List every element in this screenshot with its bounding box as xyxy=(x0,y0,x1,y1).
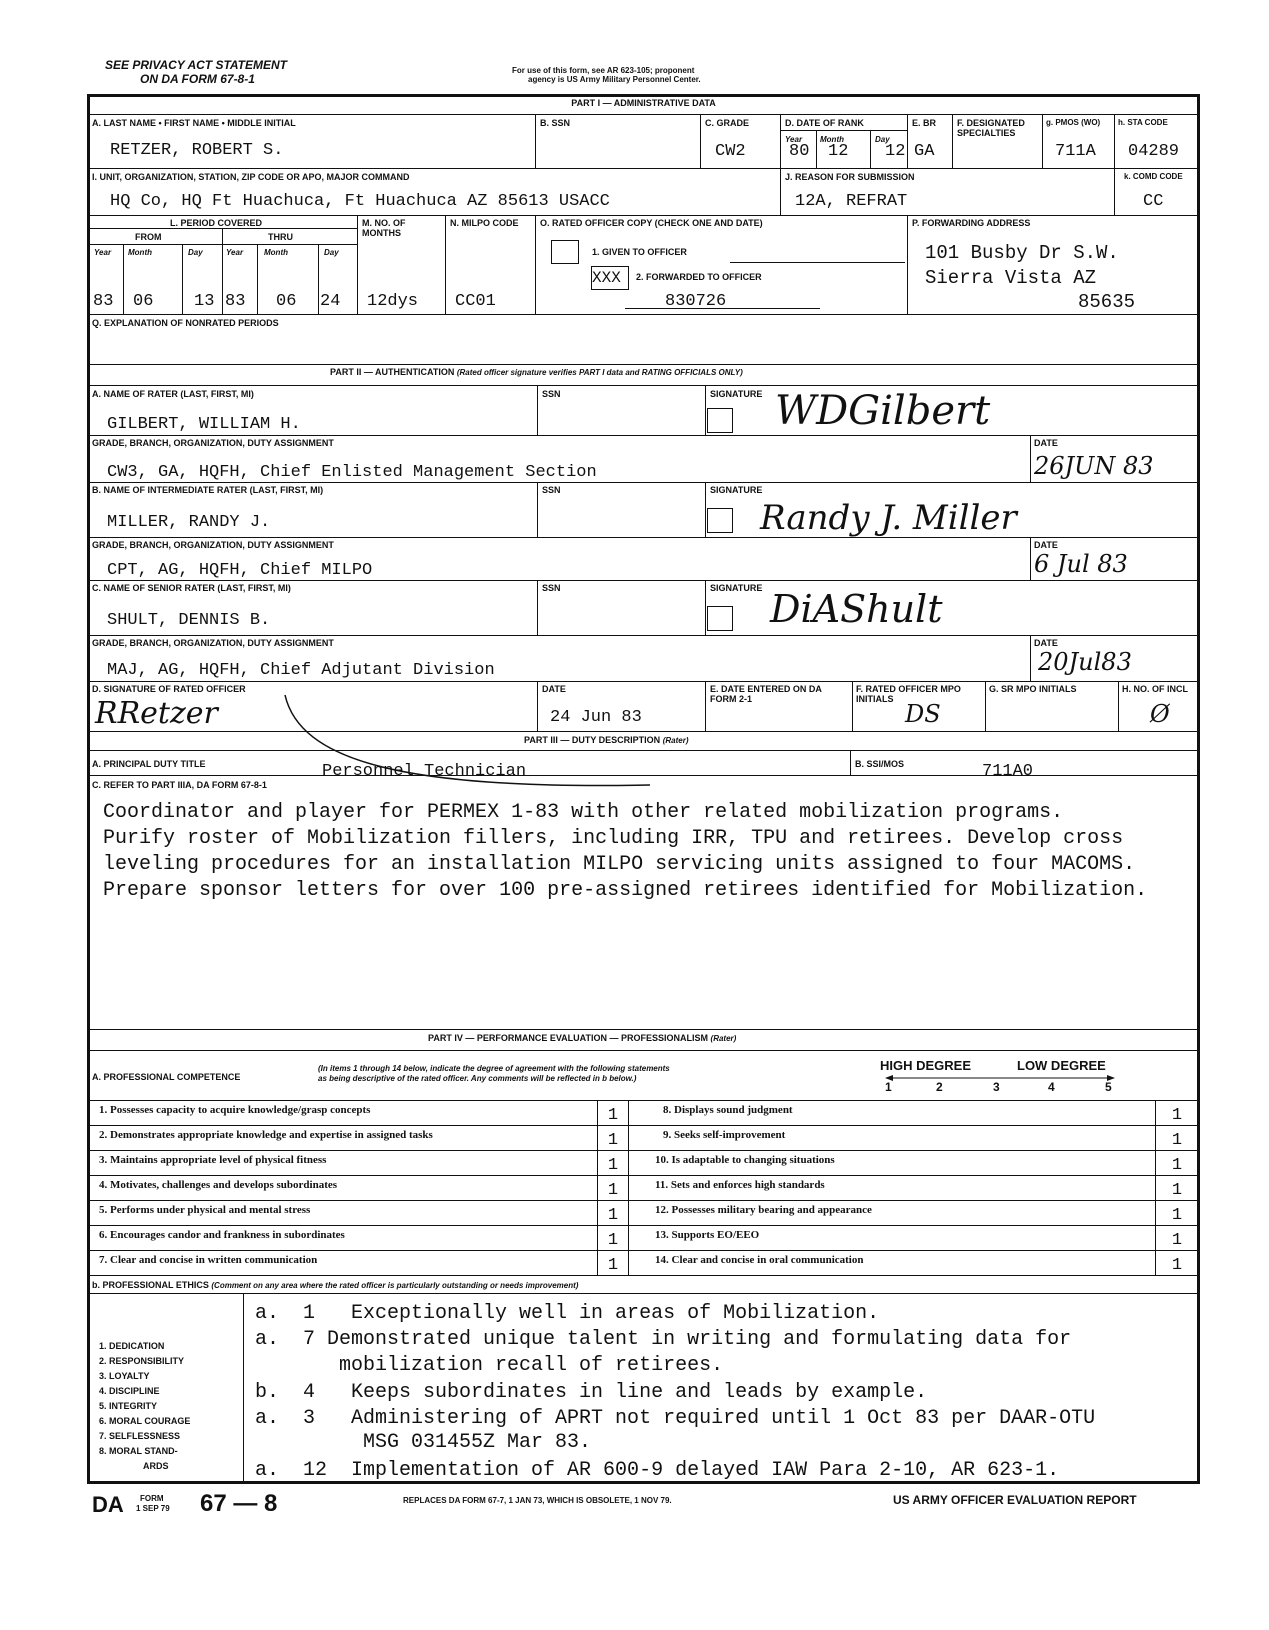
senior-duty: MAJ, AG, HQFH, Chief Adjutant Division xyxy=(107,661,495,680)
no-incl-value: Ø xyxy=(1150,700,1170,728)
given-to-officer-label: 1. GIVEN TO OFFICER xyxy=(592,247,687,257)
competence-value-8: 1 xyxy=(1171,1106,1183,1125)
milpo-value: CC01 xyxy=(455,292,496,311)
unit-value: HQ Co, HQ Ft Huachuca, Ft Huachuca AZ 85613 USACC xyxy=(110,192,610,211)
rater-date: 26JUN 83 xyxy=(1034,452,1154,480)
competence-value-3: 1 xyxy=(607,1156,619,1175)
ethics-comment-2: a. 7 Demonstrated unique talent in writing and formulating data for xyxy=(255,1328,1072,1351)
rater-ssn-label: SSN xyxy=(542,389,561,399)
competence-item-1: 1. Possesses capacity to acquire knowledge/grasp concepts xyxy=(99,1104,371,1116)
high-degree-label: HIGH DEGREE xyxy=(880,1058,972,1073)
intermediate-signature-label: SIGNATURE xyxy=(710,485,763,495)
name-label: A. LAST NAME • FIRST NAME • MIDDLE INITIAL xyxy=(92,118,296,128)
address-line1: 101 Busby Dr S.W. xyxy=(925,242,1119,264)
competence-item-4: 4. Motivates, challenges and develops subordinates xyxy=(99,1179,338,1191)
thru-label: THRU xyxy=(268,232,293,242)
competence-value-13: 1 xyxy=(1171,1231,1183,1250)
rank-day-value: 12 xyxy=(885,142,906,161)
footer-form-number: 67 — 8 xyxy=(200,1490,278,1517)
rated-officer-name: RETZER, ROBERT S. xyxy=(110,141,284,160)
from-day-value: 13 xyxy=(194,292,215,311)
rater-duty-label: GRADE, BRANCH, ORGANIZATION, DUTY ASSIGNMENT xyxy=(92,438,334,448)
pmos-label: g. PMOS (WO) xyxy=(1046,118,1101,127)
scale-4: 4 xyxy=(1048,1080,1055,1094)
rank-month-value: 12 xyxy=(828,142,849,161)
forwarded-to-officer-label: 2. FORWARDED TO OFFICER xyxy=(636,272,762,282)
mpo-initials-value: DS xyxy=(905,700,941,728)
intermediate-name-label: B. NAME OF INTERMEDIATE RATER (LAST, FIRST, MI) xyxy=(92,485,324,495)
ethics-list-8-cont: ARDS xyxy=(143,1461,169,1471)
comd-code-label: k. COMD CODE xyxy=(1124,172,1183,181)
intermediate-date-label: DATE xyxy=(1034,540,1058,550)
explanation-label: Q. EXPLANATION OF NONRATED PERIODS xyxy=(92,318,279,328)
thru-month-label: Month xyxy=(264,248,288,257)
competence-value-6: 1 xyxy=(607,1231,619,1250)
competence-note-line1: (In items 1 through 14 below, indicate the degree of agreement with the following statements xyxy=(318,1064,670,1073)
date-of-rank-label: D. DATE OF RANK xyxy=(785,118,864,128)
competence-value-7: 1 xyxy=(607,1256,619,1275)
rater-signature: WDGilbert xyxy=(775,388,991,434)
grade-value: CW2 xyxy=(715,142,746,161)
grade-label: C. GRADE xyxy=(705,118,750,128)
ethics-comment-4: b. 4 Keeps subordinates in line and leads by example. xyxy=(255,1381,928,1404)
sta-code-value: 04289 xyxy=(1128,142,1180,161)
privacy-act-line1: SEE PRIVACY ACT STATEMENT xyxy=(105,58,288,72)
mpo-initials-label: F. RATED OFFICER MPO INITIALS xyxy=(856,684,961,704)
form-use-note-line2: agency is US Army Military Personnel Center. xyxy=(528,75,701,84)
intermediate-signature: Randy J. Miller xyxy=(760,498,1017,538)
from-day-label: Day xyxy=(188,248,203,257)
ethics-list-2: 2. RESPONSIBILITY xyxy=(99,1356,185,1366)
designated-label: F. DESIGNATED SPECIALTIES xyxy=(957,118,1025,138)
ethics-comment-5: a. 3 Administering of APRT not required until 1 Oct 83 per DAAR-OTU xyxy=(255,1407,1096,1430)
part3-title: PART III — DUTY DESCRIPTION (Rater) xyxy=(524,735,689,745)
senior-ssn-label: SSN xyxy=(542,583,561,593)
thru-year-value: 83 xyxy=(225,292,246,311)
intermediate-ssn-label: SSN xyxy=(542,485,561,495)
ssi-value: 711A0 xyxy=(982,762,1034,781)
competence-item-2: 2. Demonstrates appropriate knowledge and expertise in assigned tasks xyxy=(99,1129,433,1141)
ethics-list-7: 7. SELFLESSNESS xyxy=(99,1431,181,1441)
part2-title: PART II — AUTHENTICATION (Rated officer signature verifies PART I data and RATING OFFICIALS ONLY) xyxy=(330,367,743,377)
ethics-list-3: 3. LOYALTY xyxy=(99,1371,150,1381)
ethics-label: b. PROFESSIONAL ETHICS (Comment on any area where the rated officer is particularly outstanding or needs improvement) xyxy=(92,1280,579,1290)
rank-month-label: Month xyxy=(820,135,844,144)
competence-value-1: 1 xyxy=(607,1106,619,1125)
senior-name: SHULT, DENNIS B. xyxy=(107,611,271,630)
reason-label: J. REASON FOR SUBMISSION xyxy=(785,172,915,182)
address-line3: 85635 xyxy=(1078,291,1136,313)
rank-year-value: 80 xyxy=(789,142,810,161)
ethics-comment-3: mobilization recall of retirees. xyxy=(255,1354,724,1377)
ethics-list-8: 8. MORAL STAND- xyxy=(99,1446,178,1456)
pmos-value: 711A xyxy=(1055,142,1096,161)
branch-label: E. BR xyxy=(912,118,937,128)
competence-value-4: 1 xyxy=(607,1181,619,1200)
rater-date-label: DATE xyxy=(1034,438,1058,448)
intermediate-name: MILLER, RANDY J. xyxy=(107,513,271,532)
ssi-label: B. SSI/MOS xyxy=(855,759,905,769)
part4-title: PART IV — PERFORMANCE EVALUATION — PROFESSIONALISM (Rater) xyxy=(428,1033,737,1043)
duty-title-label: A. PRINCIPAL DUTY TITLE xyxy=(92,759,206,769)
branch-value: GA xyxy=(914,142,935,161)
refer-label: C. REFER TO PART IIIA, DA FORM 67-8-1 xyxy=(92,780,267,790)
rated-officer-signature: RRetzer xyxy=(95,696,218,731)
intermediate-duty-label: GRADE, BRANCH, ORGANIZATION, DUTY ASSIGNMENT xyxy=(92,540,334,550)
intermediate-signature-box[interactable] xyxy=(707,508,733,533)
rater-name: GILBERT, WILLIAM H. xyxy=(107,415,301,434)
competence-item-12: 12. Possesses military bearing and appearance xyxy=(655,1204,872,1216)
competence-item-3: 3. Maintains appropriate level of physical fitness xyxy=(99,1154,327,1166)
scale-3: 3 xyxy=(993,1080,1000,1094)
thru-year-label: Year xyxy=(226,248,244,257)
competence-item-10: 10. Is adaptable to changing situations xyxy=(655,1154,835,1166)
rater-duty: CW3, GA, HQFH, Chief Enlisted Management Section xyxy=(107,463,597,482)
duty-description-line-1: Coordinator and player for PERMEX 1-83 with other related mobilization programs. xyxy=(103,801,1064,824)
scale-5: 5 xyxy=(1105,1080,1112,1094)
duty-description-line-4: Prepare sponsor letters for over 100 pre-assigned retirees identified for Mobilization. xyxy=(103,879,1148,902)
form-use-note-line1: For use of this form, see AR 623-105; proponent xyxy=(512,66,695,75)
period-covered-label: L. PERIOD COVERED xyxy=(170,218,263,228)
footer-report-title: US ARMY OFFICER EVALUATION REPORT xyxy=(893,1493,1137,1507)
senior-signature: DiAShult xyxy=(770,587,943,631)
rank-year-label: Year xyxy=(785,135,803,144)
ethics-comment-7: a. 12 Implementation of AR 600-9 delayed IAW Para 2-10, AR 623-1. xyxy=(255,1459,1060,1482)
no-incl-label: H. NO. OF INCL xyxy=(1122,684,1188,694)
footer-replaces: REPLACES DA FORM 67-7, 1 JAN 73, WHICH IS OBSOLETE, 1 NOV 79. xyxy=(403,1496,672,1505)
comd-code-value: CC xyxy=(1143,192,1164,211)
scale-1: 1 xyxy=(885,1080,892,1094)
ethics-comment-1: a. 1 Exceptionally well in areas of Mobilization. xyxy=(255,1302,880,1325)
footer-da: DA xyxy=(92,1492,124,1517)
given-to-officer-checkbox[interactable] xyxy=(551,240,579,264)
rater-signature-box[interactable] xyxy=(707,408,733,433)
intermediate-date: 6 Jul 83 xyxy=(1034,550,1128,578)
scale-2: 2 xyxy=(936,1080,943,1094)
footer-form-word: FORM xyxy=(140,1494,164,1503)
thru-day-value: 24 xyxy=(320,292,341,311)
ethics-list-4: 4. DISCIPLINE xyxy=(99,1386,160,1396)
rater-name-label: A. NAME OF RATER (LAST, FIRST, MI) xyxy=(92,389,254,399)
competence-item-8: 8. Displays sound judgment xyxy=(663,1104,793,1116)
senior-date-label: DATE xyxy=(1034,638,1058,648)
forwarded-mark: XXX xyxy=(592,269,621,287)
competence-value-14: 1 xyxy=(1171,1256,1183,1275)
competence-value-12: 1 xyxy=(1171,1206,1183,1225)
duty-title-value: Personnel Technician xyxy=(322,762,527,781)
forwarded-date: 830726 xyxy=(665,292,727,311)
intermediate-duty: CPT, AG, HQFH, Chief MILPO xyxy=(107,561,373,580)
sr-mpo-label: G. SR MPO INITIALS xyxy=(989,684,1077,694)
senior-signature-box[interactable] xyxy=(707,606,733,631)
footer-form-date: 1 SEP 79 xyxy=(136,1504,170,1513)
sta-code-label: h. STA CODE xyxy=(1118,118,1168,127)
ethics-comment-6: MSG 031455Z Mar 83. xyxy=(255,1431,592,1454)
privacy-act-line2: ON DA FORM 67-8-1 xyxy=(140,72,255,86)
senior-date: 20Jul83 xyxy=(1038,648,1132,676)
rated-signature-label: D. SIGNATURE OF RATED OFFICER xyxy=(92,684,246,694)
rated-copy-label: O. RATED OFFICER COPY (CHECK ONE AND DATE) xyxy=(540,218,763,228)
senior-signature-label: SIGNATURE xyxy=(710,583,763,593)
address-line2: Sierra Vista AZ xyxy=(925,267,1097,289)
forwarding-address-label: P. FORWARDING ADDRESS xyxy=(912,218,1031,228)
competence-value-11: 1 xyxy=(1171,1181,1183,1200)
months-label: M. NO. OF MONTHS xyxy=(362,218,406,238)
competence-item-14: 14. Clear and concise in oral communication xyxy=(655,1254,864,1266)
competence-note-line2: as being descriptive of the rated officer. Any comments will be reflected in b below.) xyxy=(318,1074,637,1083)
competence-item-6: 6. Encourages candor and frankness in subordinates xyxy=(99,1229,345,1241)
from-month-value: 06 xyxy=(133,292,154,311)
reason-value: 12A, REFRAT xyxy=(795,192,908,211)
competence-item-11: 11. Sets and enforces high standards xyxy=(655,1179,825,1191)
competence-item-7: 7. Clear and concise in written communication xyxy=(99,1254,318,1266)
competence-item-9: 9. Seeks self-improvement xyxy=(663,1129,786,1141)
rated-date: 24 Jun 83 xyxy=(550,708,642,727)
unit-label: I. UNIT, ORGANIZATION, STATION, ZIP CODE OR APO, MAJOR COMMAND xyxy=(92,172,410,182)
duty-description-line-2: Purify roster of Mobilization fillers, including IRR, TPU and retirees. Develop cross xyxy=(103,827,1124,850)
months-value: 12dys xyxy=(367,292,419,311)
thru-day-label: Day xyxy=(324,248,339,257)
rank-day-label: Day xyxy=(875,135,890,144)
milpo-label: N. MILPO CODE xyxy=(450,218,519,228)
rater-signature-label: SIGNATURE xyxy=(710,389,763,399)
ethics-list-6: 6. MORAL COURAGE xyxy=(99,1416,191,1426)
from-month-label: Month xyxy=(128,248,152,257)
from-year-value: 83 xyxy=(93,292,114,311)
ethics-list-5: 5. INTEGRITY xyxy=(99,1401,158,1411)
duty-description-line-3: leveling procedures for an installation MILPO servicing units assigned to four MACOMS. xyxy=(103,853,1136,876)
date-entered-label: E. DATE ENTERED ON DA FORM 2-1 xyxy=(710,684,822,704)
rated-date-label: DATE xyxy=(542,684,566,694)
competence-value-2: 1 xyxy=(607,1131,619,1150)
low-degree-label: LOW DEGREE xyxy=(1017,1058,1106,1073)
from-label: FROM xyxy=(135,232,162,242)
competence-value-10: 1 xyxy=(1171,1156,1183,1175)
competence-item-5: 5. Performs under physical and mental stress xyxy=(99,1204,311,1216)
thru-month-value: 06 xyxy=(276,292,297,311)
scale-arrow xyxy=(885,1074,1115,1082)
competence-label: A. PROFESSIONAL COMPETENCE xyxy=(92,1072,241,1082)
competence-value-5: 1 xyxy=(607,1206,619,1225)
competence-value-9: 1 xyxy=(1171,1131,1183,1150)
senior-duty-label: GRADE, BRANCH, ORGANIZATION, DUTY ASSIGNMENT xyxy=(92,638,334,648)
ethics-list-1: 1. DEDICATION xyxy=(99,1341,165,1351)
competence-item-13: 13. Supports EO/EEO xyxy=(655,1229,760,1241)
part1-title: PART I — ADMINISTRATIVE DATA xyxy=(571,98,716,108)
ssn-label: B. SSN xyxy=(540,118,571,128)
from-year-label: Year xyxy=(94,248,112,257)
senior-name-label: C. NAME OF SENIOR RATER (LAST, FIRST, MI) xyxy=(92,583,291,593)
